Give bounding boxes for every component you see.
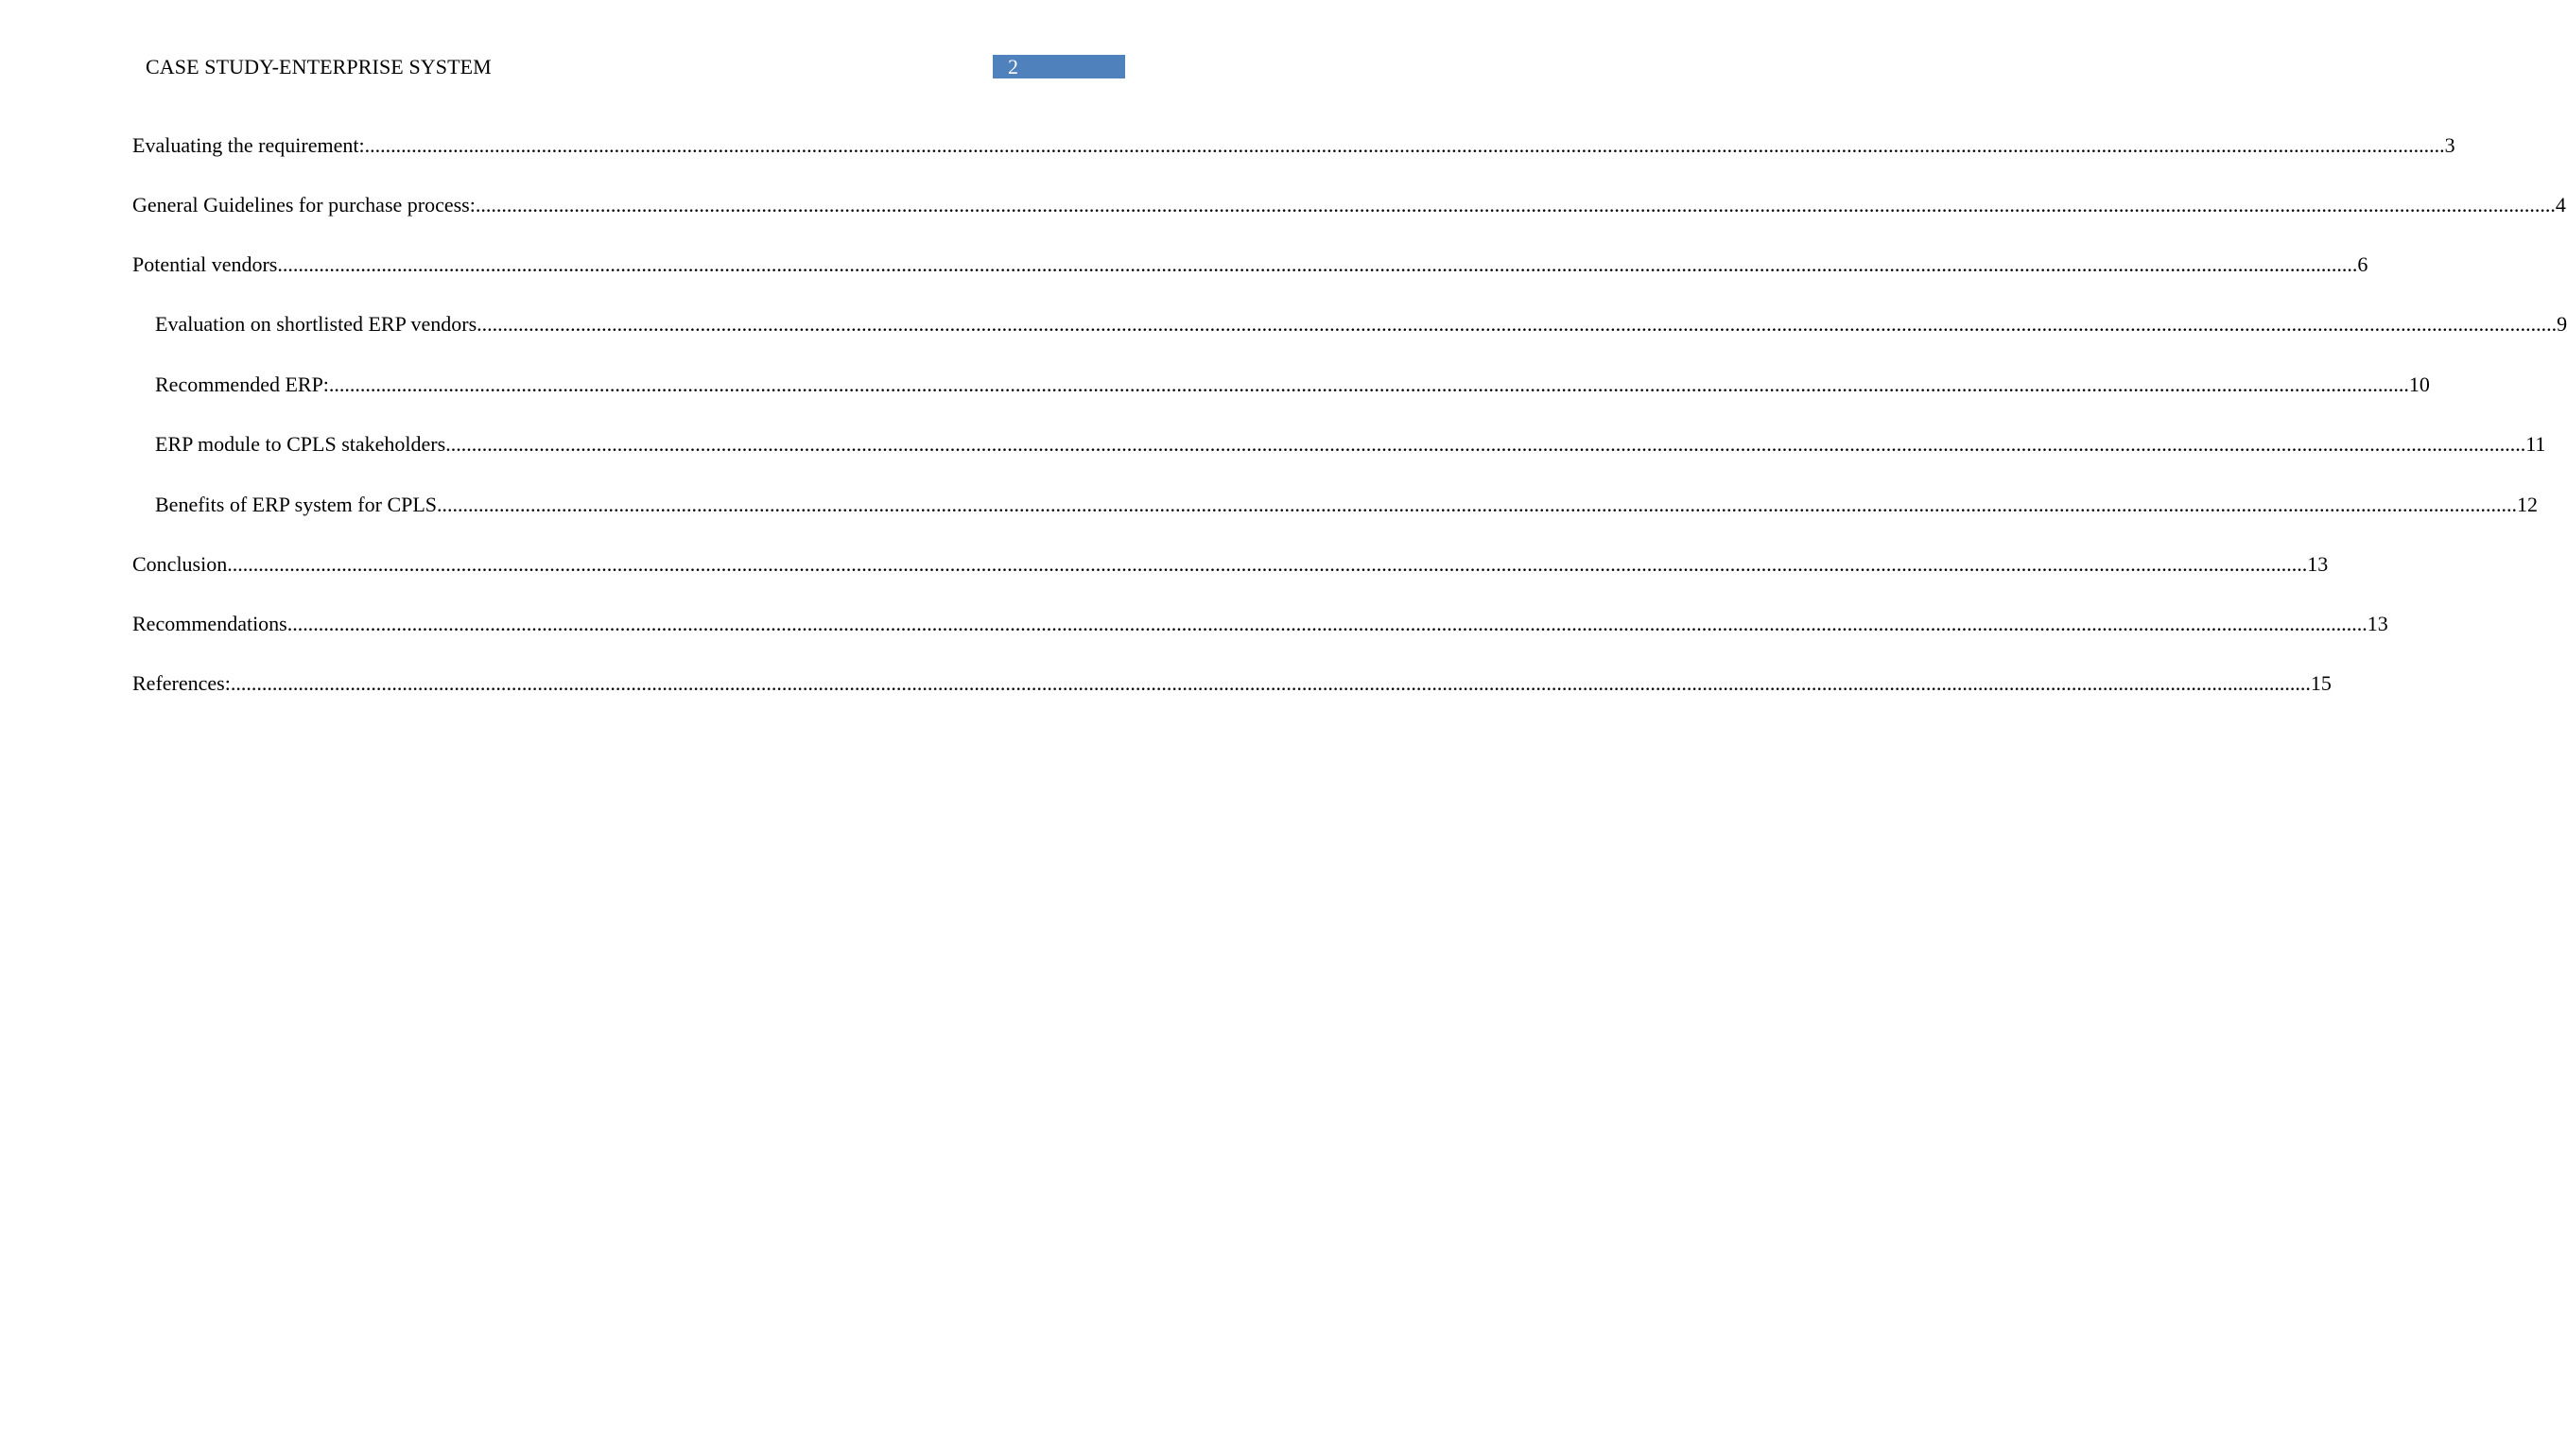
toc-entry-label: Recommendations: [132, 612, 287, 635]
toc-dot-leader: ................................................................................................................................................................................................................................................................................................................................................................................................................: [286, 612, 2368, 635]
toc-entry-label: Evaluation on shortlisted ERP vendors: [155, 312, 477, 336]
toc-entry[interactable]: [132, 190, 2566, 220]
toc-entry[interactable]: [132, 609, 2388, 639]
toc-dot-leader: ................................................................................................................................................................................................................................................................................................................................................................................................................: [227, 552, 2308, 576]
toc-entry[interactable]: [132, 668, 2332, 699]
toc-entry-page: 4: [2555, 193, 2566, 217]
toc-entry-label: Evaluating the requirement:: [132, 133, 365, 157]
toc-entry-label: Conclusion: [132, 552, 228, 576]
toc-entry-label: References:: [132, 671, 231, 695]
toc-entry[interactable]: [155, 370, 2430, 400]
page-number-badge: [993, 55, 1125, 78]
toc-entry[interactable]: [132, 250, 2368, 280]
toc-entry-label: Potential vendors: [132, 252, 278, 276]
toc-entry-label: ERP module to CPLS stakeholders: [155, 432, 446, 456]
toc-entry-page: 15: [2310, 671, 2332, 695]
toc-dot-leader: ................................................................................................................................................................................................................................................................................................................................................................................................................: [477, 312, 2558, 336]
toc-dot-leader: ................................................................................................................................................................................................................................................................................................................................................................................................................: [475, 193, 2556, 217]
page-number: 2: [1008, 55, 1018, 78]
toc-dot-leader: ................................................................................................................................................................................................................................................................................................................................................................................................................: [230, 671, 2311, 695]
toc-dot-leader: ................................................................................................................................................................................................................................................................................................................................................................................................................: [437, 493, 2518, 516]
toc-entry[interactable]: [155, 309, 2567, 339]
running-header-title: CASE STUDY-ENTERPRISE SYSTEM: [146, 55, 492, 78]
toc-entry[interactable]: [132, 549, 2329, 580]
toc-entry[interactable]: [132, 130, 2455, 161]
toc-entry-page: 10: [2408, 373, 2430, 396]
toc-dot-leader: ................................................................................................................................................................................................................................................................................................................................................................................................................: [364, 133, 2445, 157]
toc-dot-leader: ................................................................................................................................................................................................................................................................................................................................................................................................................: [445, 432, 2526, 456]
toc-dot-leader: ................................................................................................................................................................................................................................................................................................................................................................................................................: [328, 373, 2409, 396]
toc-entry-page: 6: [2357, 252, 2368, 276]
toc-entry-page: 13: [2367, 612, 2388, 635]
toc-entry-label: General Guidelines for purchase process:: [132, 193, 476, 217]
toc-entry-page: 11: [2525, 432, 2546, 456]
toc-entry-label: Recommended ERP:: [155, 373, 329, 396]
toc-entry[interactable]: [155, 490, 2539, 520]
toc-entry[interactable]: [155, 429, 2546, 459]
toc-entry-label: Benefits of ERP system for CPLS: [155, 493, 438, 516]
toc-entry-page: 9: [2557, 312, 2567, 336]
toc-entry-page: 12: [2517, 493, 2539, 516]
toc-dot-leader: ................................................................................................................................................................................................................................................................................................................................................................................................................: [277, 252, 2358, 276]
toc-entry-page: 3: [2444, 133, 2455, 157]
toc-entry-page: 13: [2307, 552, 2329, 576]
